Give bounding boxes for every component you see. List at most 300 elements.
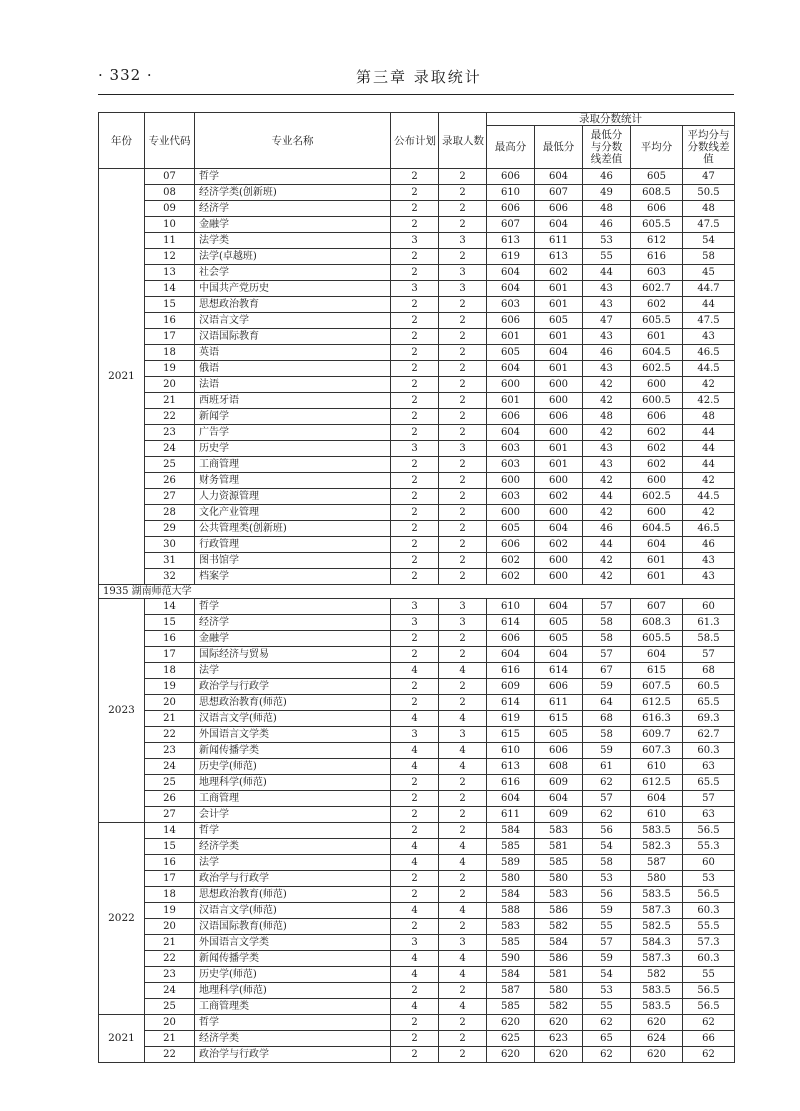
min-cell: 600 [535,473,583,489]
avg-diff-cell: 56.5 [683,999,735,1015]
min-diff-cell: 65 [583,1031,631,1047]
min-diff-cell: 43 [583,457,631,473]
name-cell: 汉语国际教育 [195,329,391,345]
min-diff-cell: 57 [583,599,631,615]
avg-diff-cell: 44.7 [683,281,735,297]
plan-cell: 2 [391,185,439,201]
min-cell: 604 [535,521,583,537]
min-diff-cell: 44 [583,489,631,505]
admitted-cell: 2 [439,983,487,999]
min-diff-cell: 53 [583,233,631,249]
code-cell: 19 [145,361,195,377]
max-cell: 604 [487,265,535,281]
min-diff-cell: 43 [583,441,631,457]
avg-cell: 615 [631,663,683,679]
max-cell: 605 [487,521,535,537]
max-cell: 603 [487,441,535,457]
name-cell: 历史学 [195,441,391,457]
plan-cell: 2 [391,249,439,265]
min-cell: 600 [535,425,583,441]
name-cell: 汉语言文学(师范) [195,903,391,919]
avg-cell: 584.3 [631,935,683,951]
table-row [99,903,735,919]
admitted-cell: 4 [439,759,487,775]
plan-cell: 2 [391,409,439,425]
max-cell: 585 [487,999,535,1015]
max-cell: 604 [487,791,535,807]
code-cell: 25 [145,457,195,473]
max-cell: 606 [487,313,535,329]
avg-cell: 609.7 [631,727,683,743]
admitted-cell: 2 [439,695,487,711]
min-diff-cell: 58 [583,727,631,743]
avg-cell: 604.5 [631,521,683,537]
admitted-cell: 4 [439,855,487,871]
admitted-cell: 2 [439,185,487,201]
table-row [99,537,735,553]
max-cell: 609 [487,679,535,695]
avg-cell: 600 [631,473,683,489]
name-cell: 公共管理类(创新班) [195,521,391,537]
code-cell: 09 [145,201,195,217]
avg-cell: 605 [631,169,683,185]
plan-cell: 3 [391,727,439,743]
avg-diff-cell: 44 [683,441,735,457]
min-diff-cell: 55 [583,999,631,1015]
max-cell: 603 [487,489,535,505]
avg-cell: 602 [631,441,683,457]
avg-cell: 616.3 [631,711,683,727]
avg-cell: 620 [631,1015,683,1031]
code-cell: 29 [145,521,195,537]
plan-cell: 4 [391,967,439,983]
avg-cell: 583.5 [631,999,683,1015]
code-cell: 07 [145,169,195,185]
avg-cell: 616 [631,249,683,265]
min-diff-cell: 46 [583,217,631,233]
avg-diff-cell: 61.3 [683,615,735,631]
min-cell: 601 [535,361,583,377]
plan-cell: 2 [391,265,439,281]
table-row [99,871,735,887]
name-cell: 经济学类 [195,839,391,855]
admitted-cell: 2 [439,249,487,265]
code-cell: 11 [145,233,195,249]
code-cell: 22 [145,727,195,743]
name-cell: 西班牙语 [195,393,391,409]
avg-cell: 620 [631,1047,683,1063]
min-diff-cell: 43 [583,281,631,297]
name-cell: 思想政治教育(师范) [195,695,391,711]
avg-cell: 602 [631,425,683,441]
table-row [99,377,735,393]
min-diff-cell: 55 [583,919,631,935]
admitted-cell: 2 [439,377,487,393]
admitted-cell: 2 [439,473,487,489]
min-cell: 623 [535,1031,583,1047]
name-cell: 经济学 [195,201,391,217]
avg-cell: 602 [631,297,683,313]
avg-diff-cell: 50.5 [683,185,735,201]
code-cell: 21 [145,393,195,409]
code-cell: 19 [145,903,195,919]
max-cell: 606 [487,169,535,185]
table-row [99,599,735,615]
plan-cell: 2 [391,919,439,935]
avg-cell: 605.5 [631,217,683,233]
min-diff-cell: 56 [583,887,631,903]
col-avg-diff: 平均分与分数线差值 [683,126,735,169]
name-cell: 政治学与行政学 [195,679,391,695]
table-row [99,775,735,791]
col-year: 年份 [99,113,145,169]
min-cell: 611 [535,695,583,711]
admitted-cell: 2 [439,393,487,409]
name-cell: 外国语言文学类 [195,935,391,951]
min-cell: 583 [535,823,583,839]
avg-diff-cell: 44 [683,425,735,441]
max-cell: 602 [487,553,535,569]
avg-diff-cell: 60 [683,599,735,615]
plan-cell: 2 [391,553,439,569]
admitted-cell: 4 [439,711,487,727]
table-row [99,329,735,345]
min-cell: 620 [535,1015,583,1031]
name-cell: 新闻传播学类 [195,951,391,967]
code-cell: 28 [145,505,195,521]
table-row [99,505,735,521]
min-cell: 600 [535,569,583,585]
avg-diff-cell: 58 [683,249,735,265]
avg-diff-cell: 42 [683,473,735,489]
name-cell: 哲学 [195,169,391,185]
admitted-cell: 2 [439,345,487,361]
page-header [98,66,734,88]
min-cell: 601 [535,297,583,313]
avg-cell: 602 [631,457,683,473]
avg-cell: 587.3 [631,951,683,967]
min-diff-cell: 46 [583,169,631,185]
plan-cell: 2 [391,775,439,791]
avg-cell: 587 [631,855,683,871]
admitted-cell: 2 [439,807,487,823]
min-diff-cell: 68 [583,711,631,727]
table-row [99,615,735,631]
avg-cell: 601 [631,569,683,585]
code-cell: 32 [145,569,195,585]
code-cell: 17 [145,329,195,345]
name-cell: 工商管理 [195,457,391,473]
admitted-cell: 2 [439,1047,487,1063]
code-cell: 10 [145,217,195,233]
min-diff-cell: 43 [583,297,631,313]
min-cell: 585 [535,855,583,871]
max-cell: 625 [487,1031,535,1047]
min-cell: 615 [535,711,583,727]
table-row [99,345,735,361]
min-cell: 604 [535,599,583,615]
min-diff-cell: 59 [583,679,631,695]
chapter-title: 第三章 录取统计 [356,68,482,86]
col-stats-group: 录取分数统计 [487,113,735,126]
min-diff-cell: 42 [583,393,631,409]
max-cell: 600 [487,505,535,521]
max-cell: 603 [487,297,535,313]
plan-cell: 3 [391,615,439,631]
admitted-cell: 2 [439,537,487,553]
plan-cell: 4 [391,951,439,967]
name-cell: 地理科学(师范) [195,775,391,791]
admitted-cell: 2 [439,887,487,903]
name-cell: 哲学 [195,599,391,615]
avg-diff-cell: 57 [683,647,735,663]
avg-cell: 604 [631,647,683,663]
admitted-cell: 2 [439,505,487,521]
plan-cell: 2 [391,377,439,393]
avg-diff-cell: 55.3 [683,839,735,855]
code-cell: 25 [145,775,195,791]
name-cell: 经济学类 [195,1031,391,1047]
year-cell: 2021 [99,1015,145,1063]
plan-cell: 2 [391,297,439,313]
min-diff-cell: 53 [583,983,631,999]
avg-cell: 601 [631,553,683,569]
max-cell: 616 [487,775,535,791]
avg-diff-cell: 56.5 [683,983,735,999]
plan-cell: 2 [391,807,439,823]
table-row [99,919,735,935]
min-cell: 583 [535,887,583,903]
avg-cell: 583.5 [631,823,683,839]
admitted-cell: 2 [439,217,487,233]
avg-cell: 610 [631,807,683,823]
min-cell: 602 [535,265,583,281]
avg-diff-cell: 57 [683,791,735,807]
admitted-cell: 4 [439,999,487,1015]
school-name: 1935 湖南师范大学 [99,585,735,599]
min-cell: 600 [535,505,583,521]
min-cell: 605 [535,631,583,647]
col-min-diff: 最低分与分数线差值 [583,126,631,169]
code-cell: 20 [145,377,195,393]
avg-diff-cell: 42 [683,505,735,521]
min-diff-cell: 42 [583,473,631,489]
avg-cell: 603 [631,265,683,281]
code-cell: 23 [145,743,195,759]
min-diff-cell: 56 [583,823,631,839]
admitted-cell: 3 [439,265,487,281]
col-max: 最高分 [487,126,535,169]
min-cell: 582 [535,919,583,935]
avg-cell: 604 [631,791,683,807]
admitted-cell: 2 [439,313,487,329]
min-cell: 606 [535,409,583,425]
min-cell: 604 [535,791,583,807]
plan-cell: 2 [391,537,439,553]
code-cell: 12 [145,249,195,265]
code-cell: 26 [145,791,195,807]
max-cell: 601 [487,329,535,345]
name-cell: 工商管理 [195,791,391,807]
avg-diff-cell: 65.5 [683,695,735,711]
table-row [99,313,735,329]
code-cell: 22 [145,1047,195,1063]
name-cell: 会计学 [195,807,391,823]
name-cell: 文化产业管理 [195,505,391,521]
admitted-cell: 4 [439,743,487,759]
avg-cell: 602.5 [631,489,683,505]
plan-cell: 4 [391,855,439,871]
avg-diff-cell: 60.3 [683,903,735,919]
avg-diff-cell: 42 [683,377,735,393]
table-row [99,553,735,569]
max-cell: 620 [487,1047,535,1063]
avg-cell: 600 [631,377,683,393]
name-cell: 俄语 [195,361,391,377]
plan-cell: 2 [391,201,439,217]
avg-diff-cell: 57.3 [683,935,735,951]
min-diff-cell: 59 [583,951,631,967]
name-cell: 英语 [195,345,391,361]
code-cell: 15 [145,839,195,855]
min-diff-cell: 42 [583,377,631,393]
admitted-cell: 3 [439,281,487,297]
avg-cell: 601 [631,329,683,345]
admitted-cell: 2 [439,521,487,537]
name-cell: 行政管理 [195,537,391,553]
name-cell: 社会学 [195,265,391,281]
min-diff-cell: 59 [583,903,631,919]
table-row [99,393,735,409]
avg-diff-cell: 66 [683,1031,735,1047]
plan-cell: 2 [391,823,439,839]
min-diff-cell: 57 [583,647,631,663]
avg-diff-cell: 68 [683,663,735,679]
avg-diff-cell: 60.3 [683,743,735,759]
avg-cell: 604 [631,537,683,553]
code-cell: 30 [145,537,195,553]
table-row [99,233,735,249]
min-diff-cell: 48 [583,409,631,425]
plan-cell: 2 [391,313,439,329]
avg-cell: 607.3 [631,743,683,759]
code-cell: 18 [145,663,195,679]
name-cell: 法学类 [195,233,391,249]
code-cell: 21 [145,711,195,727]
table-row [99,1031,735,1047]
admitted-cell: 3 [439,935,487,951]
name-cell: 新闻传播学类 [195,743,391,759]
plan-cell: 2 [391,521,439,537]
max-cell: 604 [487,361,535,377]
table-row [99,823,735,839]
min-diff-cell: 59 [583,743,631,759]
max-cell: 614 [487,615,535,631]
max-cell: 584 [487,823,535,839]
name-cell: 政治学与行政学 [195,871,391,887]
min-diff-cell: 62 [583,1047,631,1063]
max-cell: 610 [487,599,535,615]
table-row [99,457,735,473]
code-cell: 25 [145,999,195,1015]
table-row [99,791,735,807]
plan-cell: 2 [391,569,439,585]
max-cell: 604 [487,281,535,297]
admitted-cell: 2 [439,361,487,377]
min-diff-cell: 62 [583,775,631,791]
plan-cell: 4 [391,759,439,775]
plan-cell: 2 [391,457,439,473]
name-cell: 财务管理 [195,473,391,489]
name-cell: 历史学(师范) [195,759,391,775]
max-cell: 606 [487,631,535,647]
plan-cell: 2 [391,647,439,663]
admitted-cell: 2 [439,1031,487,1047]
plan-cell: 4 [391,999,439,1015]
avg-diff-cell: 42.5 [683,393,735,409]
name-cell: 思想政治教育 [195,297,391,313]
min-diff-cell: 54 [583,967,631,983]
table-row [99,935,735,951]
col-admitted: 录取人数 [439,113,487,169]
avg-cell: 612.5 [631,695,683,711]
name-cell: 金融学 [195,631,391,647]
avg-diff-cell: 46.5 [683,521,735,537]
table-row [99,569,735,585]
avg-diff-cell: 55 [683,967,735,983]
plan-cell: 4 [391,711,439,727]
max-cell: 588 [487,903,535,919]
admitted-cell: 2 [439,919,487,935]
admitted-cell: 2 [439,425,487,441]
min-cell: 609 [535,807,583,823]
plan-cell: 2 [391,345,439,361]
max-cell: 604 [487,425,535,441]
min-cell: 609 [535,775,583,791]
table-row [99,999,735,1015]
code-cell: 27 [145,807,195,823]
min-cell: 614 [535,663,583,679]
avg-cell: 607 [631,599,683,615]
min-cell: 581 [535,839,583,855]
min-diff-cell: 64 [583,695,631,711]
min-cell: 586 [535,903,583,919]
code-cell: 15 [145,615,195,631]
max-cell: 613 [487,233,535,249]
min-cell: 604 [535,345,583,361]
code-cell: 14 [145,281,195,297]
table-row [99,409,735,425]
name-cell: 经济学类(创新班) [195,185,391,201]
avg-diff-cell: 43 [683,553,735,569]
avg-cell: 612.5 [631,775,683,791]
avg-diff-cell: 60.3 [683,951,735,967]
code-cell: 24 [145,441,195,457]
code-cell: 24 [145,759,195,775]
plan-cell: 2 [391,983,439,999]
avg-diff-cell: 44 [683,457,735,473]
name-cell: 法学 [195,663,391,679]
table-row [99,169,735,185]
admitted-cell: 4 [439,839,487,855]
code-cell: 14 [145,823,195,839]
table-row [99,951,735,967]
code-cell: 18 [145,887,195,903]
plan-cell: 2 [391,1015,439,1031]
avg-diff-cell: 56.5 [683,887,735,903]
plan-cell: 4 [391,743,439,759]
name-cell: 政治学与行政学 [195,1047,391,1063]
